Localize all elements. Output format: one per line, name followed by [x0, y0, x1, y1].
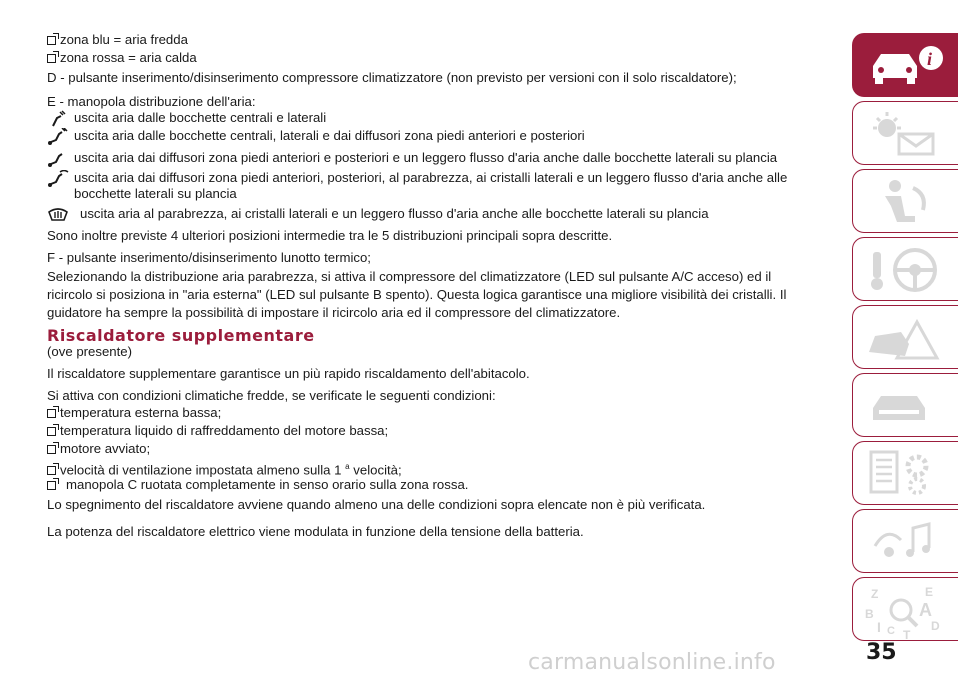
bullet-icon [47, 481, 56, 490]
paragraph: F - pulsante inserimento/disinserimento lunotto termico; [47, 250, 371, 265]
bullet-icon [47, 54, 56, 63]
index-letters-icon [865, 584, 945, 640]
list-item [47, 32, 188, 48]
bullet-icon [47, 409, 56, 418]
index-letter: D [931, 619, 940, 633]
watermark: carmanualsonline.info [528, 650, 776, 675]
tab-safety[interactable] [852, 169, 958, 233]
vent-feet-windshield-icon [47, 170, 69, 188]
item-text: temperatura esterna bassa; [60, 405, 222, 420]
item-text: zona blu = aria fredda [60, 32, 188, 47]
tab-index[interactable] [852, 577, 958, 641]
item-text: zona rossa = aria calda [60, 50, 197, 65]
paragraph: D - pulsante inserimento/disinserimento compressore climatizzatore (non previsto per versioni con il solo riscaldatore); [47, 70, 737, 85]
specs-gear-icon [865, 448, 945, 498]
index-letter: A [919, 600, 932, 620]
paragraph: Sono inoltre previste 4 ulteriori posizioni intermedie tra le 5 distribuzioni principali sopra descritte. [47, 228, 613, 243]
tab-maintenance[interactable] [852, 373, 958, 437]
item-text: uscita aria dai diffusori zona piedi anteriori, posteriori, al parabrezza, ai cristalli laterali e un leggero flusso d'aria anche alle bocchette laterali su plancia [74, 170, 788, 201]
list-item [47, 405, 221, 421]
key-steering-icon [865, 244, 945, 294]
distribution-item [47, 170, 837, 204]
emergency-car-icon [865, 312, 945, 362]
item-text: motore avviato; [60, 441, 151, 456]
vent-feet-icon [47, 150, 69, 168]
distribution-item [47, 150, 837, 168]
paragraph: La potenza del riscaldatore elettrico viene modulata in funzione della tensione della batteria. [47, 524, 584, 539]
safety-seat-airbag-icon [865, 176, 945, 226]
paragraph-line: guidatore ha sempre la possibilità di impostare il ricircolo aria ed il compressore del climatizzatore. [47, 305, 621, 320]
list-item [47, 423, 388, 439]
item-text: velocità di ventilazione impostata almeno sulla 1 [60, 462, 342, 478]
index-letter: E [925, 585, 934, 599]
index-letter: T [903, 628, 911, 640]
tab-technical-data[interactable] [852, 441, 958, 505]
page-number: 35 [866, 640, 897, 665]
list-item [47, 459, 402, 478]
defrost-windshield-icon [47, 206, 69, 224]
bullet-icon [47, 36, 56, 45]
vent-face-icon [47, 110, 69, 128]
car-info-icon [865, 40, 945, 90]
multimedia-icon [865, 516, 945, 566]
distribution-item [47, 128, 837, 146]
tab-starting-driving[interactable] [852, 237, 958, 301]
bullet-icon [47, 445, 56, 454]
item-text: temperatura liquido di raffreddamento del motore bassa; [60, 423, 389, 438]
item-text: uscita aria dai diffusori zona piedi anteriori e posteriori e un leggero flusso d'aria anche dalle bocchette laterali su plancia [74, 150, 778, 165]
section-title: Riscaldatore supplementare [47, 326, 315, 345]
index-letter: C [887, 625, 895, 637]
distribution-item [47, 110, 837, 128]
car-service-icon [865, 380, 945, 430]
item-text: uscita aria al parabrezza, ai cristalli laterali e un leggero flusso d'aria anche alle bocchette laterali su plancia [80, 206, 709, 221]
item-text: velocità; [353, 462, 402, 478]
tab-car-info[interactable] [852, 33, 958, 97]
tab-multimedia[interactable] [852, 509, 958, 573]
paragraph: Si attiva con condizioni climatiche fredde, se verificate le seguenti condizioni: [47, 388, 496, 403]
tab-emergency[interactable] [852, 305, 958, 369]
vent-face-feet-icon [47, 128, 69, 146]
tab-warning-lights[interactable] [852, 101, 958, 165]
index-letter: Z [871, 587, 879, 601]
paragraph: E - manopola distribuzione dell'aria: [47, 94, 256, 109]
paragraph: Lo spegnimento del riscaldatore avviene quando almeno una delle condizioni sopra elencate non è più verificata. [47, 497, 706, 512]
section-subtitle: (ove presente) [47, 344, 133, 359]
item-text: uscita aria dalle bocchette centrali, laterali e dai diffusori zona piedi anteriori e posteriori [74, 128, 585, 143]
list-item [47, 50, 197, 66]
index-letter: I [877, 619, 881, 635]
svg-text:i: i [927, 49, 933, 69]
paragraph: Il riscaldatore supplementare garantisce un più rapido riscaldamento dell'abitacolo. [47, 366, 530, 381]
list-item [47, 477, 468, 493]
paragraph-line: ricircolo si posiziona in "aria esterna" (LED sul pulsante B spento). Questa logica garantisce una migliore visibilità dei cristalli. Il [47, 287, 787, 302]
distribution-item [47, 206, 837, 224]
item-text: manopola C ruotata completamente in senso orario sulla zona rossa. [66, 477, 469, 492]
item-text: uscita aria dalle bocchette centrali e laterali [74, 110, 327, 125]
bullet-icon [47, 466, 56, 475]
index-letter: B [865, 607, 874, 621]
bullet-icon [47, 427, 56, 436]
superscript: a [345, 462, 350, 471]
list-item [47, 441, 150, 457]
paragraph-line: Selezionando la distribuzione aria parabrezza, si attiva il compressore del climatizzatore (LED sul pulsante A/C acceso) ed il [47, 269, 772, 284]
warning-lights-icon [865, 108, 945, 158]
